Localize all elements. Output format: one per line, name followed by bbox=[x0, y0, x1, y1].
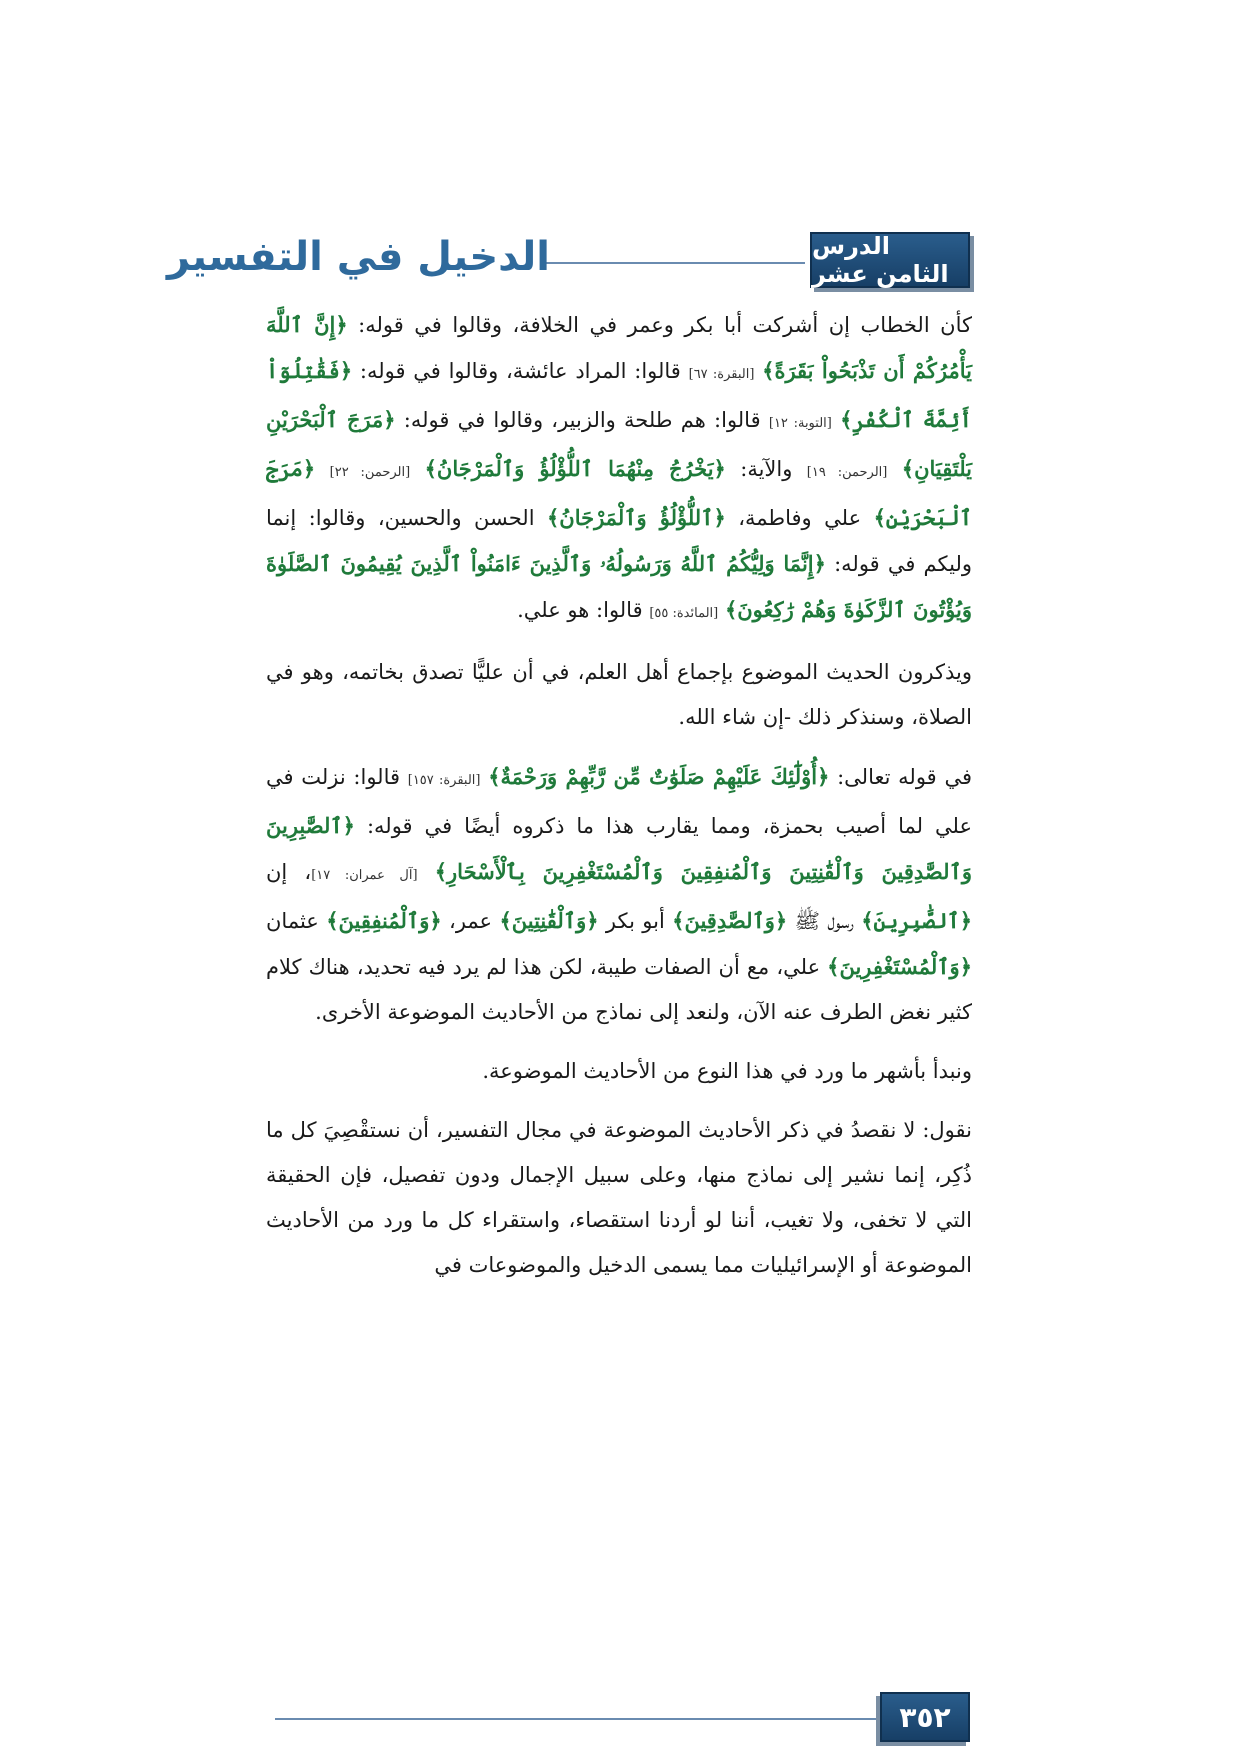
paragraph-1 bbox=[266, 302, 972, 636]
quran-verse: ﴿ٱللُّؤْلُؤُ وَٱلْمَرْجَانُ﴾ bbox=[546, 505, 726, 530]
text: قالوا: نزلت في علي لما أصيب بحمزة، ومما يقارب هذا ما ذكروه أيضًا في قوله: bbox=[266, 765, 972, 838]
quran-verse: ﴿وَٱلْقَٰنِتِينَ﴾ bbox=[499, 908, 599, 933]
text: عثمان bbox=[266, 909, 327, 933]
verse-reference: [البقرة: ١٥٧] bbox=[407, 773, 481, 788]
quran-verse: ﴿ٱلصَّٰبِرِينَ وَٱلصَّٰدِقِينَ وَٱلْقَٰنِتِينَ وَٱلْمُنفِقِينَ وَٱلْمُسْتَغْفِرِينَ بِٱلْأَسْحَارِ﴾ bbox=[266, 813, 972, 884]
text: قالوا: هو علي. bbox=[517, 598, 650, 622]
footer-divider bbox=[275, 1718, 880, 1720]
verse-reference: [المائدة: ٥٥] bbox=[649, 606, 719, 621]
text: كأن الخطاب إن أشركت أبا بكر وعمر في الخلافة، وقالوا في قوله: bbox=[347, 313, 972, 337]
text: في قوله تعالى: bbox=[829, 765, 972, 789]
page-number: ٣٥٢ bbox=[880, 1692, 970, 1742]
quran-verse: ﴿أُوْلَٰٓئِكَ عَلَيْهِمْ صَلَوَٰتٌ مِّن رَّبِّهِمْ وَرَحْمَةٌ﴾ bbox=[488, 764, 830, 789]
paragraph-3 bbox=[266, 754, 972, 1035]
verse-reference: [الرحمن: ٢٢] bbox=[329, 465, 411, 480]
lesson-badge: الدرس الثامن عشر bbox=[810, 232, 970, 288]
verse-reference: [الرحمن: ١٩] bbox=[806, 465, 888, 480]
verse-reference: [التوبة: ١٢] bbox=[768, 416, 832, 431]
quran-verse: ﴿إِنَّ ٱللَّهَ يَأْمُرُكُمْ أَن تَذْبَحُواْ بَقَرَةً﴾ bbox=[266, 312, 972, 383]
text bbox=[315, 457, 329, 481]
text: والآية: bbox=[725, 457, 807, 481]
text: أبو بكر bbox=[598, 909, 673, 933]
quran-verse: ﴿إِنَّمَا وَلِيُّكُمُ ٱللَّهُ وَرَسُولُهُۥ وَٱلَّذِينَ ءَامَنُواْ ٱلَّذِينَ يُقِيمُونَ ٱلصَّلَوٰةَ وَيُؤْتُونَ ٱلزَّكَوٰةَ وَهُمْ رَٰكِعُونَ﴾ bbox=[266, 551, 972, 622]
quran-verse: ﴿مَرَجَ ٱلْبَحْرَيْنِ يَلْتَقِيَانِ﴾ bbox=[266, 407, 972, 481]
quran-verse: ﴿وَٱلْمُسْتَغْفِرِينَ﴾ bbox=[827, 954, 972, 979]
text: قالوا: هم طلحة والزبير، وقالوا في قوله: bbox=[395, 408, 769, 432]
text: الحسن والحسين، وقالوا: إنما وليكم في قوله: bbox=[266, 506, 972, 576]
text: رسول ﷺ bbox=[787, 909, 862, 933]
page-body bbox=[266, 302, 972, 1302]
quran-verse: ﴿وَٱلصَّٰدِقِينَ﴾ bbox=[672, 908, 788, 933]
text: علي وفاطمة، bbox=[725, 506, 874, 530]
quran-verse: ﴿وَٱلْمُنفِقِينَ﴾ bbox=[326, 908, 442, 933]
quran-verse: ﴿يَخْرُجُ مِنْهُمَا ٱللُّؤْلُؤُ وَٱلْمَرْجَانُ﴾ bbox=[424, 456, 726, 481]
text: عمر، bbox=[441, 909, 500, 933]
verse-reference: [البقرة: ٦٧] bbox=[688, 367, 755, 382]
verse-reference: [آل عمران: ١٧] bbox=[311, 868, 418, 883]
paragraph-5: نقول: لا نقصدُ في ذكر الأحاديث الموضوعة في مجال التفسير، أن نستقْصِيَ كل ما ذُكِر، إنما نشير إلى نماذج منها، وعلى سبيل الإجمال ودون تفصيل، فإن الحقيقة التي لا تخفى، ولا تغيب، أننا لو أردنا استقصاء، واستقراء كل ما ورد من الأحاديث الموضوعة أو الإسرائيليات مما يسمى الدخيل والموضوعات في bbox=[266, 1118, 972, 1277]
paragraph-4: ونبدأ بأشهر ما ورد في هذا النوع من الأحاديث الموضوعة. bbox=[482, 1059, 972, 1083]
header-divider bbox=[545, 262, 805, 264]
text: علي، مع أن الصفات طيبة، لكن هذا لم يرد فيه تحديد، هناك كلام كثير نغض الطرف عنه الآن، ولنعد إلى نماذج من الأحاديث الموضوعة الأخرى. bbox=[266, 955, 972, 1024]
quran-verse: ﴿مَرَجَ ٱلْبَحْرَيْنِ﴾ bbox=[266, 456, 973, 530]
book-title: الدخيل في التفسير bbox=[167, 234, 550, 280]
text: ، إن bbox=[266, 860, 312, 884]
quran-verse: ﴿ٱلصَّٰبِرِينَ﴾ bbox=[861, 908, 972, 933]
quran-verse: ﴿فَقَٰتِلُوٓاْ أَئِمَّةَ ٱلْكُفْرِ﴾ bbox=[266, 358, 972, 432]
text: قالوا: المراد عائشة، وقالوا في قوله: bbox=[352, 359, 689, 383]
paragraph-2: ويذكرون الحديث الموضوع بإجماع أهل العلم، في أن عليًّا تصدق بخاتمه، وهو في الصلاة، وسنذكر ذلك -إن شاء الله. bbox=[266, 660, 972, 729]
